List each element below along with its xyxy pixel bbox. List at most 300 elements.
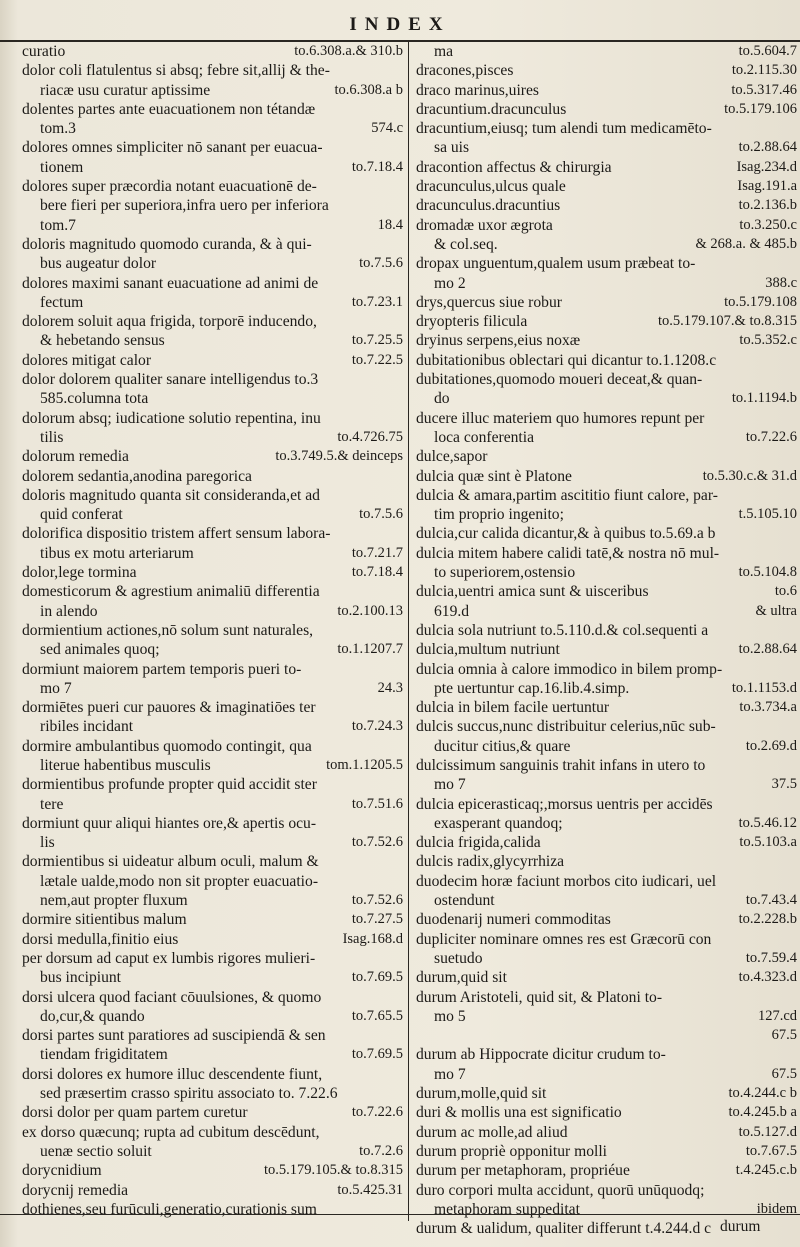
entry-line — [416, 872, 797, 891]
index-entry — [416, 119, 797, 158]
entry-line — [416, 196, 797, 215]
entry-text: dulcia mitem habere calidi tatē,& nostra nō mul- — [416, 544, 720, 562]
entry-reference: to.7.22.6 — [745, 428, 797, 445]
index-entry — [416, 158, 797, 177]
entry-line — [416, 216, 797, 235]
entry-text: ma — [434, 43, 454, 60]
index-entry — [416, 312, 797, 331]
entry-reference: to.5.179.108 — [724, 293, 797, 310]
index-entry — [22, 949, 403, 988]
entry-line — [416, 1200, 797, 1219]
entry-text: dulcia & amara,partim ascititio fiunt calore, par- — [416, 486, 718, 504]
entry-reference: to.7.67.5 — [745, 1142, 797, 1159]
entry-text: dorsi ulcera quod faciant cōuulsiones, & quomo — [22, 988, 322, 1006]
entry-text: dolorem soluit aqua frigida, torporē inducendo, — [22, 313, 317, 331]
index-entry — [416, 621, 797, 640]
entry-line — [22, 1007, 403, 1026]
entry-text: dracunculus.dracuntius — [416, 197, 561, 215]
entry-reference: to.4.244.c b — [728, 1085, 797, 1102]
entry-line — [416, 852, 797, 871]
entry-line — [416, 1142, 797, 1161]
entry-line — [416, 61, 797, 80]
entry-text: dropax unguentum,qualem usum præbeat to- — [416, 255, 696, 273]
entry-line — [22, 795, 403, 814]
entry-text: tilis — [40, 428, 64, 446]
entry-line — [22, 640, 403, 659]
entry-reference: to.7.23.1 — [351, 293, 403, 310]
index-entry — [22, 1065, 403, 1104]
entry-line — [416, 409, 797, 428]
entry-reference: to.5.425.31 — [337, 1181, 403, 1198]
entry-text: nem,aut propter fluxum — [40, 892, 188, 910]
entry-reference: Isag.191.a — [737, 178, 797, 195]
entry-text: dorycnij remedia — [22, 1181, 129, 1199]
entry-text: doloris magnitudo quanta sit consideranda,et ad — [22, 486, 320, 504]
entry-reference: 24.3 — [377, 679, 403, 696]
entry-reference: to.2.69.d — [745, 737, 797, 754]
entry-reference: t.4.245.c.b — [735, 1162, 797, 1179]
index-entry — [416, 582, 797, 621]
entry-text: to superiorem,ostensio — [434, 564, 576, 582]
entry-line — [22, 621, 403, 640]
entry-text: dormiunt maiorem partem temporis pueri to- — [22, 660, 302, 678]
entry-line — [22, 138, 403, 157]
entry-text: draco marinus,uires — [416, 81, 539, 99]
entry-line — [22, 81, 403, 100]
index-entry — [416, 524, 797, 543]
index-entry — [22, 910, 403, 929]
entry-text: dothienes,seu furūculi,generatio,curationis sum — [22, 1200, 317, 1218]
entry-reference: to.3.749.5.& deinceps — [275, 448, 403, 465]
index-entry — [416, 486, 797, 525]
left-column — [22, 42, 403, 1219]
index-entry — [416, 968, 797, 987]
entry-reference: to.1.1153.d — [731, 679, 797, 696]
index-entry — [416, 370, 797, 409]
entry-text: literue habentibus musculis — [40, 756, 211, 774]
entry-text: duodecim horæ faciunt morbos cito iudicari, uel — [416, 872, 717, 890]
entry-text: dryopteris filicula — [416, 313, 528, 331]
index-entry — [416, 910, 797, 929]
entry-text: dracones,pisces — [416, 62, 514, 80]
entry-line — [416, 621, 797, 640]
entry-reference: to.7.24.3 — [351, 718, 403, 735]
entry-reference: to.3.250.c — [739, 216, 797, 233]
entry-reference: 37.5 — [771, 776, 797, 793]
entry-text: dolor,lege tormina — [22, 564, 137, 582]
entry-line — [22, 331, 403, 350]
entry-text: dorsi partes sunt paratiores ad suscipiendā & sen — [22, 1027, 326, 1045]
entry-line — [22, 968, 403, 987]
entry-line — [416, 293, 797, 312]
entry-line — [22, 42, 403, 61]
entry-reference: to.5.179.105.& to.8.315 — [264, 1162, 403, 1179]
entry-reference: to.7.25.5 — [351, 332, 403, 349]
entry-text: mo 5 — [434, 1007, 466, 1025]
index-entry — [416, 409, 797, 448]
entry-text: mo 7 — [434, 1065, 466, 1083]
entry-line — [416, 1007, 797, 1026]
index-entry — [416, 42, 797, 61]
entry-line — [22, 119, 403, 138]
entry-text: in alendo — [40, 602, 98, 620]
entry-reference: to.7.69.5 — [351, 1046, 403, 1063]
entry-text: doloris magnitudo quomodo curanda, & à qui- — [22, 235, 312, 253]
index-entry — [416, 467, 797, 486]
entry-text: metaphoram suppeditat — [434, 1200, 580, 1218]
index-entry — [416, 988, 797, 1046]
index-entry — [416, 833, 797, 852]
index-entry — [416, 717, 797, 756]
entry-reference: to.7.65.5 — [351, 1007, 403, 1024]
entry-line — [22, 467, 403, 486]
index-entry — [416, 1103, 797, 1122]
entry-line — [416, 544, 797, 563]
index-entry — [22, 1123, 403, 1162]
index-entry — [22, 814, 403, 853]
entry-line — [22, 235, 403, 254]
entry-text: dormire sitientibus malum — [22, 911, 187, 929]
entry-text: dulcia,uentri amica sunt & uisceribus — [416, 583, 649, 601]
entry-line — [416, 119, 797, 138]
index-entry — [416, 852, 797, 871]
entry-text: dolentes partes ante euacuationem non tétandæ — [22, 100, 316, 118]
entry-text: dubitationibus oblectari qui dicantur to.1.1208.c — [416, 351, 717, 369]
entry-reference: to.2.88.64 — [738, 139, 797, 156]
entry-line — [22, 409, 403, 428]
entry-reference: to.7.52.6 — [351, 834, 403, 851]
entry-text: dryinus serpens,eius noxæ — [416, 332, 581, 350]
index-entry — [22, 1200, 403, 1219]
entry-line — [22, 852, 403, 871]
index-entry — [22, 370, 403, 409]
entry-text: dupliciter nominare omnes res est Græcorū con — [416, 930, 712, 948]
entry-reference: to.1.1194.b — [731, 390, 797, 407]
entry-text: tim proprio ingenito; — [434, 506, 564, 524]
entry-reference: to.7.43.4 — [745, 892, 797, 909]
entry-reference: & ultra — [755, 602, 797, 619]
entry-line — [22, 1026, 403, 1045]
entry-text: tom.3 — [40, 120, 76, 138]
entry-reference: to.7.5.6 — [359, 506, 403, 523]
entry-reference: to.4.245.b a — [728, 1104, 797, 1121]
index-entry — [22, 61, 403, 100]
entry-line — [22, 1200, 403, 1219]
entry-line — [22, 872, 403, 891]
entry-text: dulcia in bilem facile uertuntur — [416, 699, 610, 717]
entry-line — [416, 891, 797, 910]
index-entry — [416, 177, 797, 196]
entry-line — [22, 100, 403, 119]
entry-text: tere — [40, 795, 64, 813]
entry-line — [416, 370, 797, 389]
entry-line — [416, 775, 797, 794]
entry-text: durum & ualidum, qualiter differunt t.4.244.d c — [416, 1220, 712, 1238]
entry-line — [416, 679, 797, 698]
entry-reference: 388.c — [765, 274, 797, 291]
entry-line — [416, 949, 797, 968]
index-entry — [22, 1103, 403, 1122]
index-entry — [416, 254, 797, 293]
right-column — [416, 42, 797, 1238]
entry-text: duodenarij numeri commoditas — [416, 911, 611, 929]
entry-line — [22, 544, 403, 563]
entry-line — [22, 737, 403, 756]
entry-text: dracunculus,ulcus quale — [416, 178, 566, 196]
index-entry — [22, 42, 403, 61]
entry-line — [22, 949, 403, 968]
entry-line — [416, 42, 797, 61]
index-entry — [416, 81, 797, 100]
entry-text: drys,quercus siue robur — [416, 293, 562, 311]
entry-line — [416, 467, 797, 486]
entry-reference: to.7.51.6 — [351, 795, 403, 812]
index-entry — [416, 196, 797, 215]
index-entry — [416, 544, 797, 583]
entry-reference: to.7.22.5 — [351, 351, 403, 368]
entry-text: suetudo — [434, 949, 483, 967]
entry-line — [416, 910, 797, 929]
entry-reference: to.2.115.30 — [731, 62, 797, 79]
entry-line — [22, 447, 403, 466]
entry-text: dracontion affectus & chirurgia — [416, 158, 612, 176]
index-entry — [416, 216, 797, 235]
entry-text: dracuntium,eiusq; tum alendi tum medicamēto- — [416, 120, 712, 138]
entry-line — [22, 61, 403, 80]
index-entry — [416, 331, 797, 350]
index-entry — [416, 795, 797, 834]
entry-line — [22, 1103, 403, 1122]
entry-text: tom.7 — [40, 216, 76, 234]
entry-text: dormientibus profunde propter quid accidit ster — [22, 776, 317, 794]
index-entry — [22, 660, 403, 699]
entry-text: domesticorum & agrestium animaliū differentia — [22, 583, 320, 601]
index-entry — [22, 312, 403, 351]
entry-text: dorsi dolor per quam partem curetur — [22, 1104, 248, 1122]
entry-line — [416, 1103, 797, 1122]
entry-text: pte uertuntur cap.16.lib.4.simp. — [434, 679, 630, 697]
index-entry — [22, 274, 403, 313]
entry-line — [22, 216, 403, 235]
entry-line — [416, 1045, 797, 1064]
entry-line — [22, 370, 403, 389]
entry-reference: to.4.726.75 — [337, 428, 403, 445]
entry-reference: & 268.a. & 485.b — [695, 235, 797, 252]
entry-text: durum per metaphoram, propriéue — [416, 1162, 630, 1180]
entry-text: 619.d — [434, 602, 470, 620]
entry-line — [416, 447, 797, 466]
index-entry — [22, 988, 403, 1027]
entry-line — [416, 100, 797, 119]
entry-reference: to.5.30.c.& 31.d — [702, 467, 797, 484]
entry-text: dormiētes pueri cur pauores & imaginatiōes ter — [22, 699, 316, 717]
entry-line — [416, 138, 797, 157]
entry-text: dulcis succus,nunc distribuitur celerius,nūc sub- — [416, 718, 716, 736]
entry-text: dolorum absq; iudicatione solutio repentina, inu — [22, 409, 321, 427]
index-entry — [416, 351, 797, 370]
entry-line — [22, 910, 403, 929]
entry-line — [416, 274, 797, 293]
entry-reference: to.3.734.a — [739, 699, 797, 716]
index-entry — [416, 640, 797, 659]
entry-line — [22, 679, 403, 698]
entry-line — [22, 1123, 403, 1142]
entry-reference: 127.cd — [757, 1007, 797, 1024]
index-entry — [22, 563, 403, 582]
index-entry — [22, 1181, 403, 1200]
entry-reference: t.5.105.10 — [738, 506, 797, 523]
entry-line — [22, 177, 403, 196]
entry-text: dolores maximi sanant euacuatione ad animi de — [22, 274, 319, 292]
entry-line — [22, 1161, 403, 1180]
entry-line — [416, 1026, 797, 1045]
entry-reference: Isag.234.d — [736, 158, 797, 175]
entry-text: dulcia quæ sint è Platone — [416, 467, 572, 485]
index-entry — [22, 582, 403, 621]
entry-text: durum propriè opponitur molli — [416, 1142, 608, 1160]
entry-line — [22, 351, 403, 370]
entry-text: dolor coli flatulentus si absq; febre sit,allij & the- — [22, 62, 330, 80]
entry-line — [22, 505, 403, 524]
entry-text: dulcia sola nutriunt to.5.110.d.& col.sequenti a — [416, 621, 709, 639]
index-entry — [22, 100, 403, 139]
entry-reference: to.5.352.c — [739, 332, 797, 349]
entry-text: do — [434, 390, 450, 408]
entry-line — [416, 582, 797, 601]
entry-line — [22, 196, 403, 215]
entry-line — [416, 428, 797, 447]
entry-text: dolorum remedia — [22, 448, 129, 466]
entry-text: dolorem sedantia,anodina paregorica — [22, 467, 252, 485]
entry-text: ostendunt — [434, 892, 495, 910]
entry-line — [22, 1065, 403, 1084]
entry-text: bere fieri per superiora,infra uero per inferiora — [40, 197, 329, 215]
entry-reference: to.5.317.46 — [731, 81, 797, 98]
entry-text: dolores mitigat calor — [22, 351, 152, 369]
entry-text: dracuntium.dracunculus — [416, 100, 567, 118]
entry-line — [416, 640, 797, 659]
index-entry — [22, 698, 403, 737]
entry-text: riacæ usu curatur aptissime — [40, 81, 211, 99]
entry-text: & hebetando sensus — [40, 332, 165, 350]
index-entry — [416, 100, 797, 119]
index-entry — [22, 467, 403, 486]
entry-text: sa uis — [434, 139, 470, 157]
entry-line — [416, 158, 797, 177]
index-entry — [22, 737, 403, 776]
entry-text: fectum — [40, 293, 84, 311]
entry-line — [22, 814, 403, 833]
entry-reference: to.1.1207.7 — [337, 641, 403, 658]
entry-line — [22, 660, 403, 679]
entry-reference: to.2.88.64 — [738, 641, 797, 658]
entry-reference: tom.1.1205.5 — [326, 756, 403, 773]
entry-text: mo 7 — [40, 679, 72, 697]
index-entry — [416, 1123, 797, 1142]
entry-line — [22, 158, 403, 177]
entry-line — [416, 505, 797, 524]
entry-line — [416, 930, 797, 949]
entry-line — [416, 254, 797, 273]
entry-line — [416, 331, 797, 350]
entry-line — [22, 930, 403, 949]
entry-text: dorsi medulla,finitio eius — [22, 930, 179, 948]
entry-reference: to.5.46.12 — [738, 814, 797, 831]
entry-line — [22, 274, 403, 293]
entry-text: dulcis radix,glycyrrhiza — [416, 853, 565, 871]
entry-text: exasperant quandoq; — [434, 814, 563, 832]
entry-text: bus augeatur dolor — [40, 255, 157, 273]
entry-reference: to.7.21.7 — [351, 544, 403, 561]
entry-line — [416, 1181, 797, 1200]
entry-text: & col.seq. — [434, 235, 498, 253]
entry-reference: to.7.5.6 — [359, 255, 403, 272]
entry-line — [416, 351, 797, 370]
entry-reference: to.7.22.6 — [351, 1104, 403, 1121]
entry-line — [416, 486, 797, 505]
entry-reference: 18.4 — [377, 216, 403, 233]
entry-line — [416, 389, 797, 408]
entry-line — [416, 524, 797, 543]
entry-line — [416, 235, 797, 254]
entry-line — [416, 1084, 797, 1103]
entry-reference: to.7.18.4 — [351, 564, 403, 581]
entry-line — [416, 698, 797, 717]
entry-text: tiendam frigiditatem — [40, 1046, 168, 1064]
entry-text: uenæ sectio soluit — [40, 1142, 152, 1160]
index-entry — [416, 698, 797, 717]
index-entry — [416, 756, 797, 795]
entry-text: dubitationes,quomodo moueri deceat,& quan- — [416, 371, 703, 389]
entry-text: per dorsum ad caput ex lumbis rigores mulieri- — [22, 949, 316, 967]
entry-line — [22, 1142, 403, 1161]
entry-reference: 67.5 — [771, 1027, 797, 1044]
entry-line — [22, 312, 403, 331]
entry-line — [22, 775, 403, 794]
entry-line — [22, 1084, 403, 1103]
index-entry — [22, 1026, 403, 1065]
entry-text: dulce,sapor — [416, 448, 488, 466]
entry-line — [416, 660, 797, 679]
entry-text: dromadæ uxor ægrota — [416, 216, 553, 234]
entry-line — [22, 486, 403, 505]
index-entry — [22, 930, 403, 949]
entry-line — [416, 968, 797, 987]
entry-reference: to.7.52.6 — [351, 892, 403, 909]
entry-reference: Isag.168.d — [342, 930, 403, 947]
entry-reference: to.7.18.4 — [351, 158, 403, 175]
entry-line — [22, 1045, 403, 1064]
entry-text: 585.columna tota — [40, 390, 149, 408]
index-entry — [22, 235, 403, 274]
entry-reference: to.5.127.d — [738, 1123, 797, 1140]
catchword: durum — [720, 1218, 761, 1235]
entry-line — [22, 389, 403, 408]
entry-line — [416, 833, 797, 852]
index-entry — [22, 447, 403, 466]
entry-reference: 67.5 — [771, 1065, 797, 1082]
entry-reference: to.5.604.7 — [738, 43, 797, 59]
column-divider — [408, 41, 409, 1221]
entry-line — [22, 254, 403, 273]
entry-text: dulcia omnia à calore immodico in bilem promp- — [416, 660, 723, 678]
entry-text: mo 2 — [434, 274, 466, 292]
entry-text: dolores omnes simpliciter nō sanant per euacua- — [22, 139, 323, 157]
entry-text: quid conferat — [40, 506, 123, 524]
entry-text: dorycnidium — [22, 1162, 102, 1180]
index-entry — [22, 351, 403, 370]
entry-text: dormientium actiones,nō solum sunt naturales, — [22, 621, 314, 639]
